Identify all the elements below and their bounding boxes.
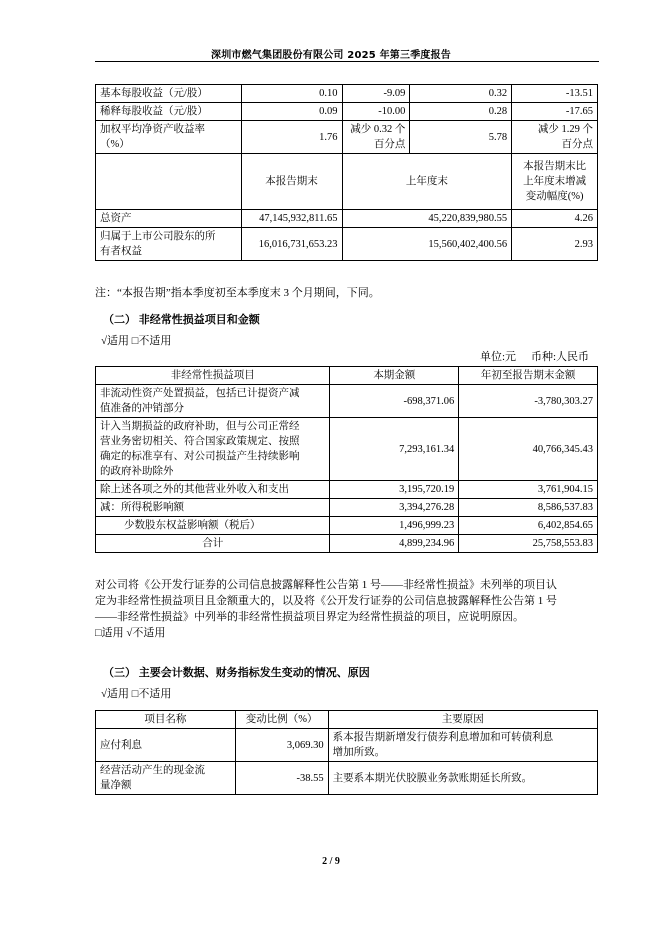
- row-label: [96, 418, 330, 481]
- cell-value: -10.00: [342, 103, 410, 121]
- row-label: 少数股东权益影响额（税后）: [96, 517, 330, 535]
- changes-table: [95, 710, 598, 795]
- page-number: 2 / 9: [322, 856, 340, 867]
- cell-value: 3,195,720.19: [330, 481, 459, 499]
- label-line: 的政府补助除外: [100, 466, 174, 477]
- table-total-row: [96, 535, 598, 553]
- row-label: 合计: [96, 535, 330, 553]
- section2-title: （二） 非经常性损益项目和金额: [103, 314, 260, 326]
- section2-apply-status: √适用 □不适用: [101, 335, 172, 347]
- table-header-row: [96, 367, 598, 385]
- label-line: 加权平均净资产收益率: [100, 124, 205, 135]
- cell-value: 0.10: [241, 85, 342, 103]
- row-label: 总资产: [96, 210, 242, 228]
- column-header: 上年度末: [342, 154, 512, 210]
- section2-apply-status-2: □适用 √不适用: [95, 627, 166, 639]
- label-line: 应付利息: [100, 739, 142, 751]
- paragraph-line: ——非经常性损益》中列举的非经常性损益项目界定为经常性损益的项目，应说明原因。: [95, 611, 524, 623]
- table-row: [96, 210, 598, 228]
- cell-value: 1,496,999.23: [330, 517, 459, 535]
- row-label: [96, 385, 330, 418]
- cell-value: 0.28: [410, 103, 512, 121]
- value-line: 减少 0.32 个: [350, 124, 406, 135]
- row-label: 除上述各项之外的其他营业外收入和支出: [96, 481, 330, 499]
- table-row: [96, 121, 598, 154]
- label-line: 经营活动产生的现金流: [100, 765, 205, 776]
- section3-title: （三） 主要会计数据、财务指标发生变动的情况、原因: [103, 667, 370, 679]
- cell-value: 5.78: [410, 121, 512, 154]
- cell-value: 1.76: [241, 121, 342, 154]
- cell-value: 4.26: [512, 210, 598, 228]
- value-line: 百分点: [561, 139, 593, 150]
- row-label: 基本每股收益（元/股）: [96, 85, 242, 103]
- label-line: （%）: [100, 139, 130, 150]
- column-header: 主要原因: [328, 711, 597, 729]
- header-line: 本报告期末比: [523, 161, 587, 172]
- cell-value: 3,069.30: [235, 729, 328, 762]
- report-header-title: 深圳市燃气集团股份有限公司 2025 年第三季度报告: [211, 50, 451, 61]
- reason-cell: [328, 729, 597, 762]
- table-header-row: [96, 154, 598, 210]
- row-label: 稀释每股收益（元/股）: [96, 103, 242, 121]
- section2-explanation: [95, 577, 605, 641]
- cell-value: 3,761,904.15: [459, 481, 598, 499]
- table-row: [96, 517, 598, 535]
- label-line: 营业务密切相关、符合国家政策规定、按照: [100, 436, 300, 447]
- table-row: [96, 103, 598, 121]
- column-header: 年初至报告期末金额: [459, 367, 598, 385]
- reason-line: 增加所致。: [332, 747, 386, 758]
- table-row: [96, 385, 598, 418]
- cell-value: 0.32: [410, 85, 512, 103]
- header-line: 变动幅度(%): [525, 191, 584, 202]
- cell-value: 15,560,402,400.56: [342, 228, 512, 261]
- table-row: [96, 499, 598, 517]
- cell-value: 8,586,537.83: [459, 499, 598, 517]
- cell-value: -698,371.06: [330, 385, 459, 418]
- column-header: 变动比例（%）: [235, 711, 328, 729]
- value-line: 百分点: [373, 139, 406, 150]
- label-line: 归属于上市公司股东的所: [100, 231, 216, 242]
- row-label: [96, 121, 242, 154]
- column-header: 本报告期末: [241, 154, 342, 210]
- reason-cell: [328, 762, 597, 795]
- cell-value: -17.65: [512, 103, 598, 121]
- column-header: [512, 154, 598, 210]
- table-row: [96, 228, 598, 261]
- column-header: 项目名称: [96, 711, 236, 729]
- key-indicators-table: [95, 84, 598, 261]
- currency-label: 币种:人民币: [531, 351, 590, 363]
- row-label: [96, 228, 242, 261]
- value-line: 减少 1.29 个: [537, 124, 593, 135]
- row-label: [96, 729, 236, 762]
- cell-value: 7,293,161.34: [330, 418, 459, 481]
- section3-apply-status: √适用 □不适用: [101, 688, 172, 700]
- reason-line: 系本报告期新增发行债券利息增加和可转债利息: [332, 732, 554, 743]
- label-line: 非流动性资产处置损益，包括已计提资产减: [100, 388, 300, 399]
- cell-value: [512, 121, 598, 154]
- label-line: 有者权益: [100, 246, 142, 257]
- column-header: 本期金额: [330, 367, 459, 385]
- column-header: 非经常性损益项目: [96, 367, 330, 385]
- table-row: [96, 85, 598, 103]
- label-line: 计入当期损益的政府补助，但与公司正常经: [100, 421, 300, 432]
- table-row: [96, 481, 598, 499]
- cell-value: 25,758,553.83: [459, 535, 598, 553]
- label-line: 值准备的冲销部分: [100, 403, 184, 414]
- table-row: [96, 729, 598, 762]
- table-row: [96, 762, 598, 795]
- row-label: 减：所得税影响额: [96, 499, 330, 517]
- cell-value: -9.09: [342, 85, 410, 103]
- cell-value: 2.93: [512, 228, 598, 261]
- cell-value: 3,394,276.28: [330, 499, 459, 517]
- table-header-row: [96, 711, 598, 729]
- cell-value: 16,016,731,653.23: [241, 228, 342, 261]
- cell-value: -38.55: [235, 762, 328, 795]
- label-line: 确定的标准享有、对公司损益产生持续影响: [100, 451, 300, 462]
- header-divider: [95, 61, 599, 62]
- cell-value: 4,899,234.96: [330, 535, 459, 553]
- paragraph-line: 对公司将《公开发行证券的公司信息披露解释性公告第 1 号——非经常性损益》未列举的项目认: [95, 579, 557, 591]
- cell-value: 0.09: [241, 103, 342, 121]
- cell-value: 40,766,345.43: [459, 418, 598, 481]
- cell-value: [342, 121, 410, 154]
- reason-line: 主要系本期光伏胶膜业务款账期延长所致。: [332, 772, 533, 784]
- paragraph-line: 定为非经常性损益项目且金额重大的，以及将《公开发行证券的公司信息披露解释性公告第 1 号: [95, 595, 557, 607]
- cell-value: -3,780,303.27: [459, 385, 598, 418]
- cell-value: 47,145,932,811.65: [241, 210, 342, 228]
- cell-value: -13.51: [512, 85, 598, 103]
- non-recurring-table: [95, 366, 598, 553]
- label-line: 量净额: [100, 780, 132, 791]
- table-row: [96, 418, 598, 481]
- note-text: 注：“本报告期”指本季度初至本季度末 3 个月期间，下同。: [95, 287, 380, 299]
- empty-header-cell: [96, 154, 242, 210]
- cell-value: 6,402,854.65: [459, 517, 598, 535]
- cell-value: 45,220,839,980.55: [342, 210, 512, 228]
- unit-label: 单位:元: [480, 351, 517, 363]
- row-label: [96, 762, 236, 795]
- header-line: 上年度末增减: [523, 176, 587, 187]
